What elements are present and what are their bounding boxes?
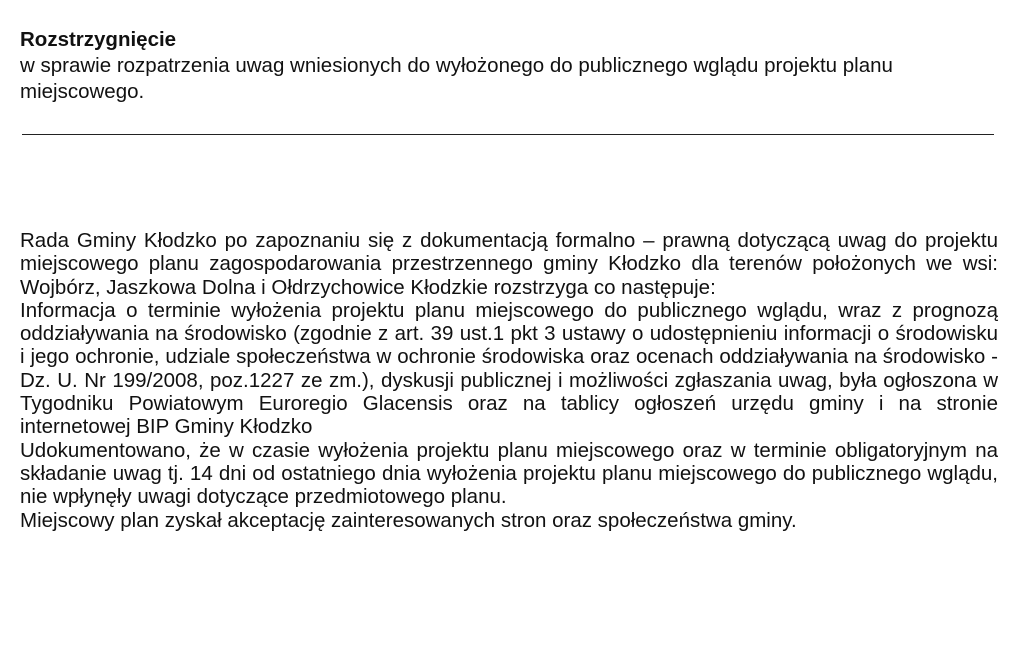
document-body	[20, 229, 998, 532]
document-header	[20, 27, 1000, 105]
paragraph-information: Informacja o terminie wyłożenia projektu planu miejscowego do publicznego wglądu, wraz z prognozą oddziaływania na środowisko (zgodnie z art. 39 ust.1 pkt 3 ustawy o udostępnieniu informacji o środowisku i jego ochronie, udziale społeczeństwa w ochronie środowiska oraz ocenach oddziaływania na środowisko - Dz. U. Nr 199/2008, poz.1227 ze zm.), dyskusji publicznej i możliwości zgłaszania uwag, była ogłoszona w Tygodniku Powiatowym Euroregio Glacensis oraz na tablicy ogłoszeń urzędu gminy i na stronie internetowej BIP Gminy Kłodzko	[20, 298, 998, 439]
document-title: Rozstrzygnięcie	[20, 28, 177, 51]
document-subtitle: w sprawie rozpatrzenia uwag wniesionych do wyłożonego do publicznego wglądu projektu planu miejscowego.	[20, 54, 893, 103]
paragraph-intro: Rada Gminy Kłodzko po zapoznaniu się z dokumentacją formalno – prawną dotyczącą uwag do projektu miejscowego planu zagospodarowania przestrzennego gminy Kłodzko dla terenów położonych we wsi: Wojbórz, Jaszkowa Dolna i Ołdrzychowice Kłodzkie rozstrzyga co następuje:	[20, 229, 998, 299]
paragraph-documentation: Udokumentowano, że w czasie wyłożenia projektu planu miejscowego oraz w terminie obligatoryjnym na składanie uwag tj. 14 dni od ostatniego dnia wyłożenia projektu planu miejscowego do publicznego wglądu, nie wpłynęły uwagi dotyczące przedmiotowego planu.	[20, 438, 998, 509]
paragraph-acceptance: Miejscowy plan zyskał akceptację zainteresowanych stron oraz społeczeństwa gminy.	[20, 508, 797, 532]
horizontal-divider	[22, 134, 994, 135]
